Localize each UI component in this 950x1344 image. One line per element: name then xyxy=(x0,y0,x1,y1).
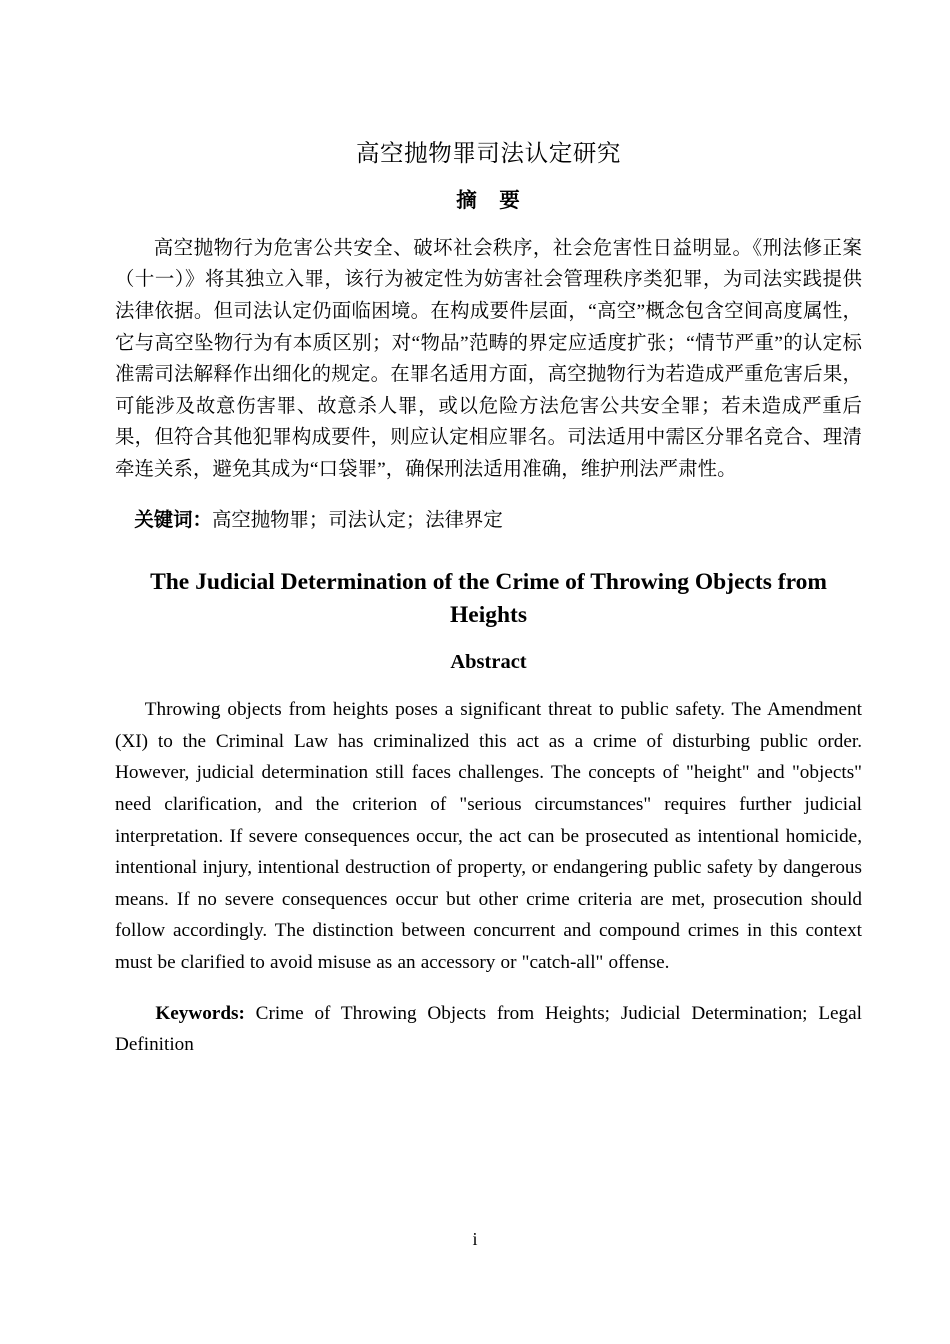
english-abstract-paragraph: Throwing objects from heights poses a significant threat to public safety. The Amendment (XI) to the Criminal Law has criminalized this act as a crime of disturbing public order. However, judicial determination still faces challenges. The concepts of "height" and "objects" need clarification, and the criterion of "serious circumstances" requires further judicial interpretation. If severe consequences occur, the act can be prosecuted as intentional homicide, intentional injury, intentional destruction of property, or endangering public safety by dangerous means. If no severe consequences occur but other crime criteria are met, prosecution should follow accordingly. The distinction between concurrent and compound crimes in this context must be clarified to avoid misuse as an accessory or "catch-all" offense. xyxy=(115,699,862,973)
chinese-keywords-value: 高空抛物罪；司法认定；法律界定 xyxy=(211,509,503,531)
page-content xyxy=(115,0,862,1080)
chinese-abstract-heading: 摘 要 xyxy=(456,188,521,212)
chinese-keywords-line xyxy=(115,505,862,537)
english-title: The Judicial Determination of the Crime of Throwing Objects from Heights xyxy=(150,569,827,628)
chinese-title: 高空抛物罪司法认定研究 xyxy=(355,140,622,166)
english-keywords-line xyxy=(115,998,862,1061)
chinese-abstract-paragraph: 高空抛物行为危害公共安全、破坏社会秩序，社会危害性日益明显。《刑法修正案（十一）》将其独立入罪，该行为被定性为妨害社会管理秩序类犯罪，为司法实践提供法律依据。但司法认定仍面临困境。在构成要件层面，“高空”概念包含空间高度属性，它与高空坠物行为有本质区别；对“物品”范畴的界定应适度扩张；“情节严重”的认定标准需司法解释作出细化的规定。在罪名适用方面，高空抛物行为若造成严重危害后果，可能涉及故意伤害罪、故意杀人罪，或以危险方法危害公共安全罪；若未造成严重后果，但符合其他犯罪构成要件，则应认定相应罪名。司法适用中需区分罪名竞合、理清牵连关系，避免其成为“口袋罪”，确保刑法适用准确，维护刑法严肃性。 xyxy=(115,237,862,480)
english-abstract-heading: Abstract xyxy=(450,651,527,674)
english-keywords-label: Keywords: xyxy=(155,1002,245,1024)
chinese-keywords-label: 关键词： xyxy=(134,508,212,531)
english-keywords-value: Crime of Throwing Objects from Heights; Judicial Determination; Legal Definition xyxy=(115,1002,862,1056)
page-number: i xyxy=(472,1229,478,1249)
